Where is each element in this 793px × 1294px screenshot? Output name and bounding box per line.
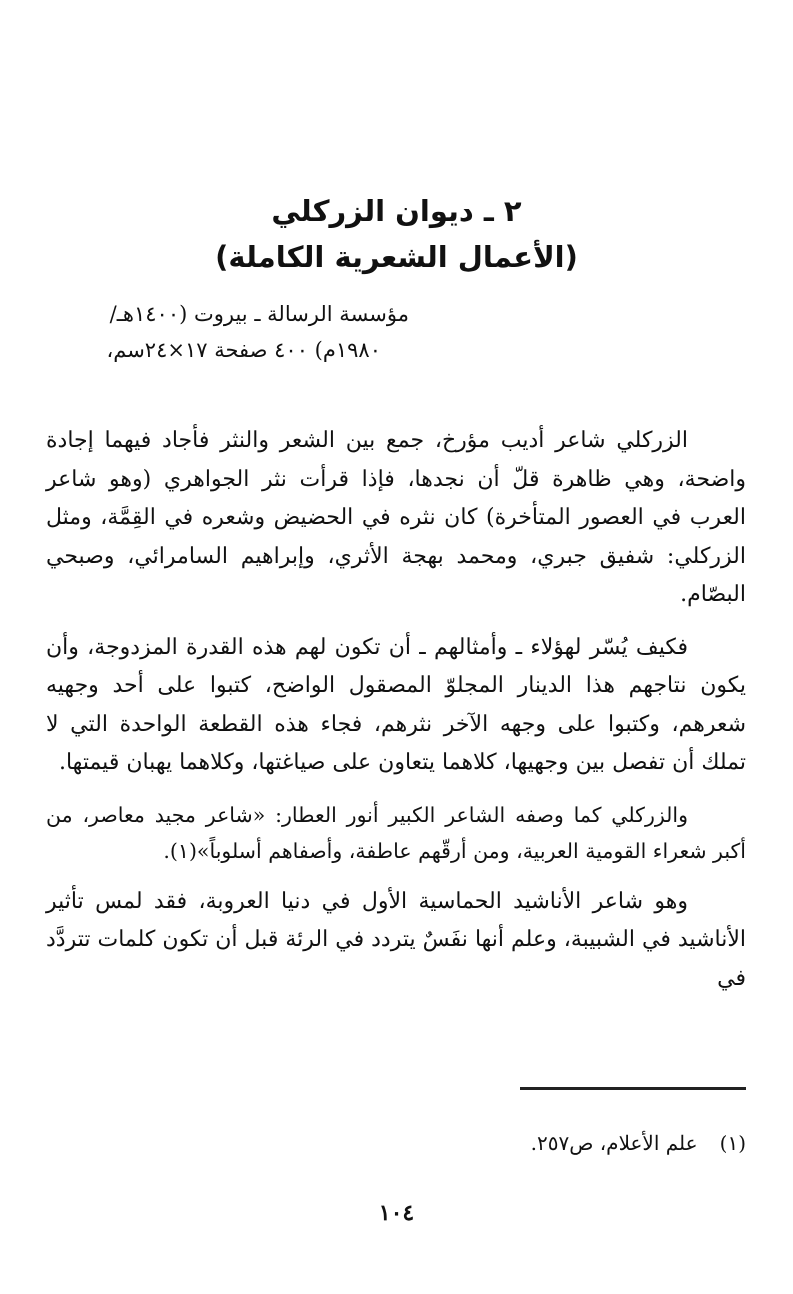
page-number: ١٠٤ [378,1200,415,1226]
paragraph-4: وهو شاعر الأناشيد الحماسية الأول في دنيا العروبة، فقد لمس تأثير الأناشيد في الشبيبة، وعلم أنها نفَسٌ يتردد في الرئة قبل أن تكون كلمات تتردَّد في [46,888,746,991]
publication-line-1: مؤسسة الرسالة ـ بيروت (١٤٠٠هـ/ [109,302,409,326]
footnote-text: علم الأعلام، ص٢٥٧. [530,1131,698,1155]
section-title: ٢ ـ ديوان الزركلي [271,194,522,228]
paragraph-3: والزركلي كما وصفه الشاعر الكبير أنور العطار: «شاعر مجيد معاصر، من أكبر شعراء القومية العربية، ومن أرقّهم عاطفة، وأصفاهم أسلوباً»(١). [46,802,746,863]
body-text [46,422,746,1012]
section-heading [0,188,793,280]
section-subtitle: (الأعمال الشعرية الكاملة) [215,240,578,274]
footnote-divider [520,1087,746,1090]
footnote-number: (١) [719,1131,746,1155]
publication-line-2: ١٩٨٠م) ٤٠٠ صفحة ١٧×٢٤سم، [106,338,381,362]
publication-info [89,296,409,368]
footnote [346,1126,746,1160]
paragraph-1: الزركلي شاعر أديب مؤرخ، جمع بين الشعر والنثر فأجاد فيهما إجادة واضحة، وهي ظاهرة قلّ أن نجدها، فإذا قرأت نثر الجواهري (وهو شاعر العرب في العصور المتأخرة) كان نثره في الحضيض وشعره في القِمَّة، ومثل الزركلي: شفيق جبري، ومحمد بهجة الأثري، وإبراهيم السامرائي، وصبحي البصّام. [46,428,746,607]
paragraph-2: فكيف يُسّر لهؤلاء ـ وأمثالهم ـ أن تكون لهم هذه القدرة المزدوجة، وأن يكون نتاجهم هذا الدينار المجلوّ المصقول الواضح، كتبوا على أحد وجهيه شعرهم، وكتبوا على وجهه الآخر نثرهم، فجاء هذه القطعة الواحدة التي لا تملك أن تفصل بين وجهيها، كلاهما يتعاون على صياغتها، وكلاهما يهبان قيمتها. [46,634,746,775]
